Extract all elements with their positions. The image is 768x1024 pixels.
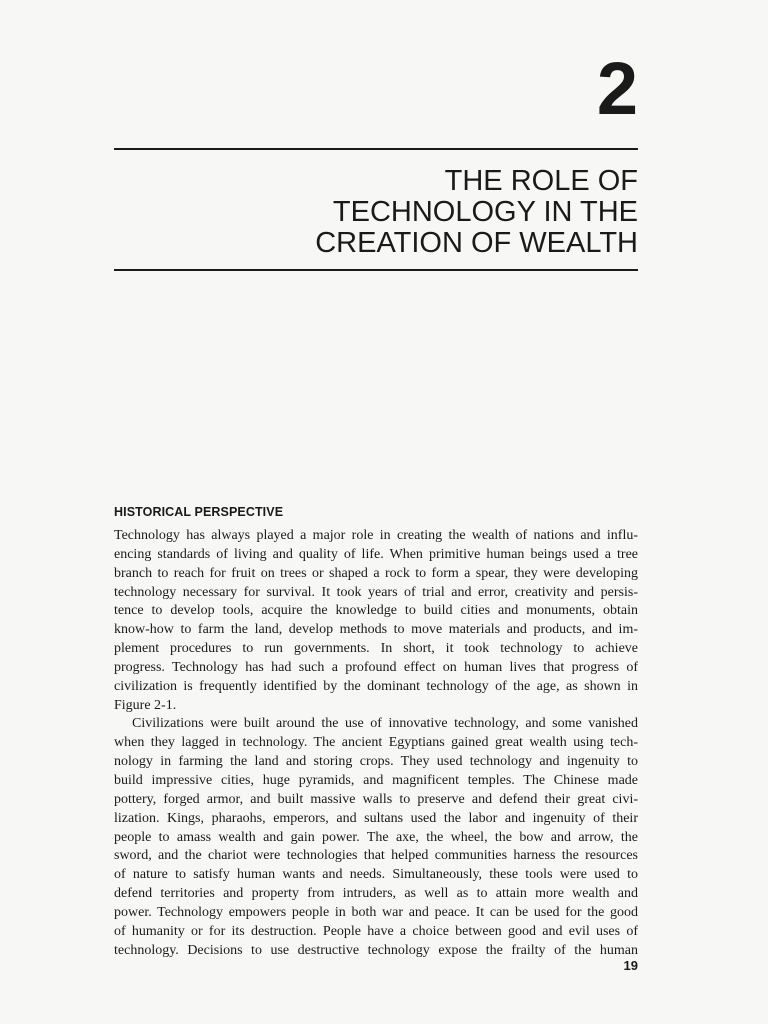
text-line: build impressive cities, huge pyramids, and magnificent temples. The Chinese made <box>114 772 638 788</box>
text-line: defend territories and property from intruders, as well as to attain more wealth and <box>114 886 638 902</box>
chapter-title-line: THE ROLE OF <box>444 165 638 197</box>
text-line: progress. Technology has had such a profound effect on human lives that progress of <box>114 659 638 675</box>
chapter-title-line: TECHNOLOGY IN THE <box>332 196 638 228</box>
chapter-title <box>118 166 638 259</box>
text-line: civilization is frequently identified by the dominant technology of the age, as shown in <box>114 678 638 694</box>
bottom-rule <box>114 269 638 271</box>
text-line: when they lagged in technology. The ancient Egyptians gained great wealth using tech- <box>114 735 638 751</box>
paragraph-2 <box>114 715 638 960</box>
text-line: Civilizations were built around the use of innovative technology, and some vanished <box>132 716 638 732</box>
text-line: sword, and the chariot were technologies that helped communities harness the resources <box>114 848 638 864</box>
text-line: nology in farming the land and storing crops. They used technology and ingenuity to <box>114 754 638 770</box>
text-line: pottery, forged armor, and built massive walls to preserve and defend their great civi- <box>114 791 638 807</box>
text-line: of nature to satisfy human wants and needs. Simultaneously, these tools were used to <box>114 867 638 883</box>
text-line: Figure 2-1. <box>114 697 177 713</box>
text-line: power. Technology empowers people in both war and peace. It can be used for the good <box>114 904 638 920</box>
text-line: plement procedures to run governments. In short, it took technology to achieve <box>114 641 638 657</box>
top-rule <box>114 148 638 150</box>
section-heading: HISTORICAL PERSPECTIVE <box>114 505 284 519</box>
text-line: encing standards of living and quality of life. When primitive human beings used a tree <box>114 546 638 562</box>
text-line: branch to reach for fruit on trees or shaped a rock to form a spear, they were developing <box>114 565 638 581</box>
text-line: lization. Kings, pharaohs, emperors, and sultans used the labor and ingenuity of their <box>114 810 638 826</box>
text-line: people to amass wealth and gain power. The axe, the wheel, the bow and arrow, the <box>114 829 638 845</box>
text-line: tence to develop tools, acquire the knowledge to build cities and monuments, obtain <box>114 603 638 619</box>
text-line: know-how to farm the land, develop methods to move materials and products, and im- <box>114 622 638 638</box>
text-line: of humanity or for its destruction. People have a choice between good and evil uses of <box>114 923 638 939</box>
paragraph-1 <box>114 527 638 715</box>
chapter-title-line: CREATION OF WEALTH <box>315 227 638 259</box>
text-line: technology necessary for survival. It took years of trial and error, creativity and persis- <box>114 584 638 600</box>
text-line: Technology has always played a major role in creating the wealth of nations and influ- <box>114 528 638 543</box>
page-number: 19 <box>623 958 638 973</box>
text-line: technology. Decisions to use destructive technology expose the frailty of the human <box>114 942 638 958</box>
body-text <box>114 527 638 960</box>
chapter-number: 2 <box>596 47 638 130</box>
